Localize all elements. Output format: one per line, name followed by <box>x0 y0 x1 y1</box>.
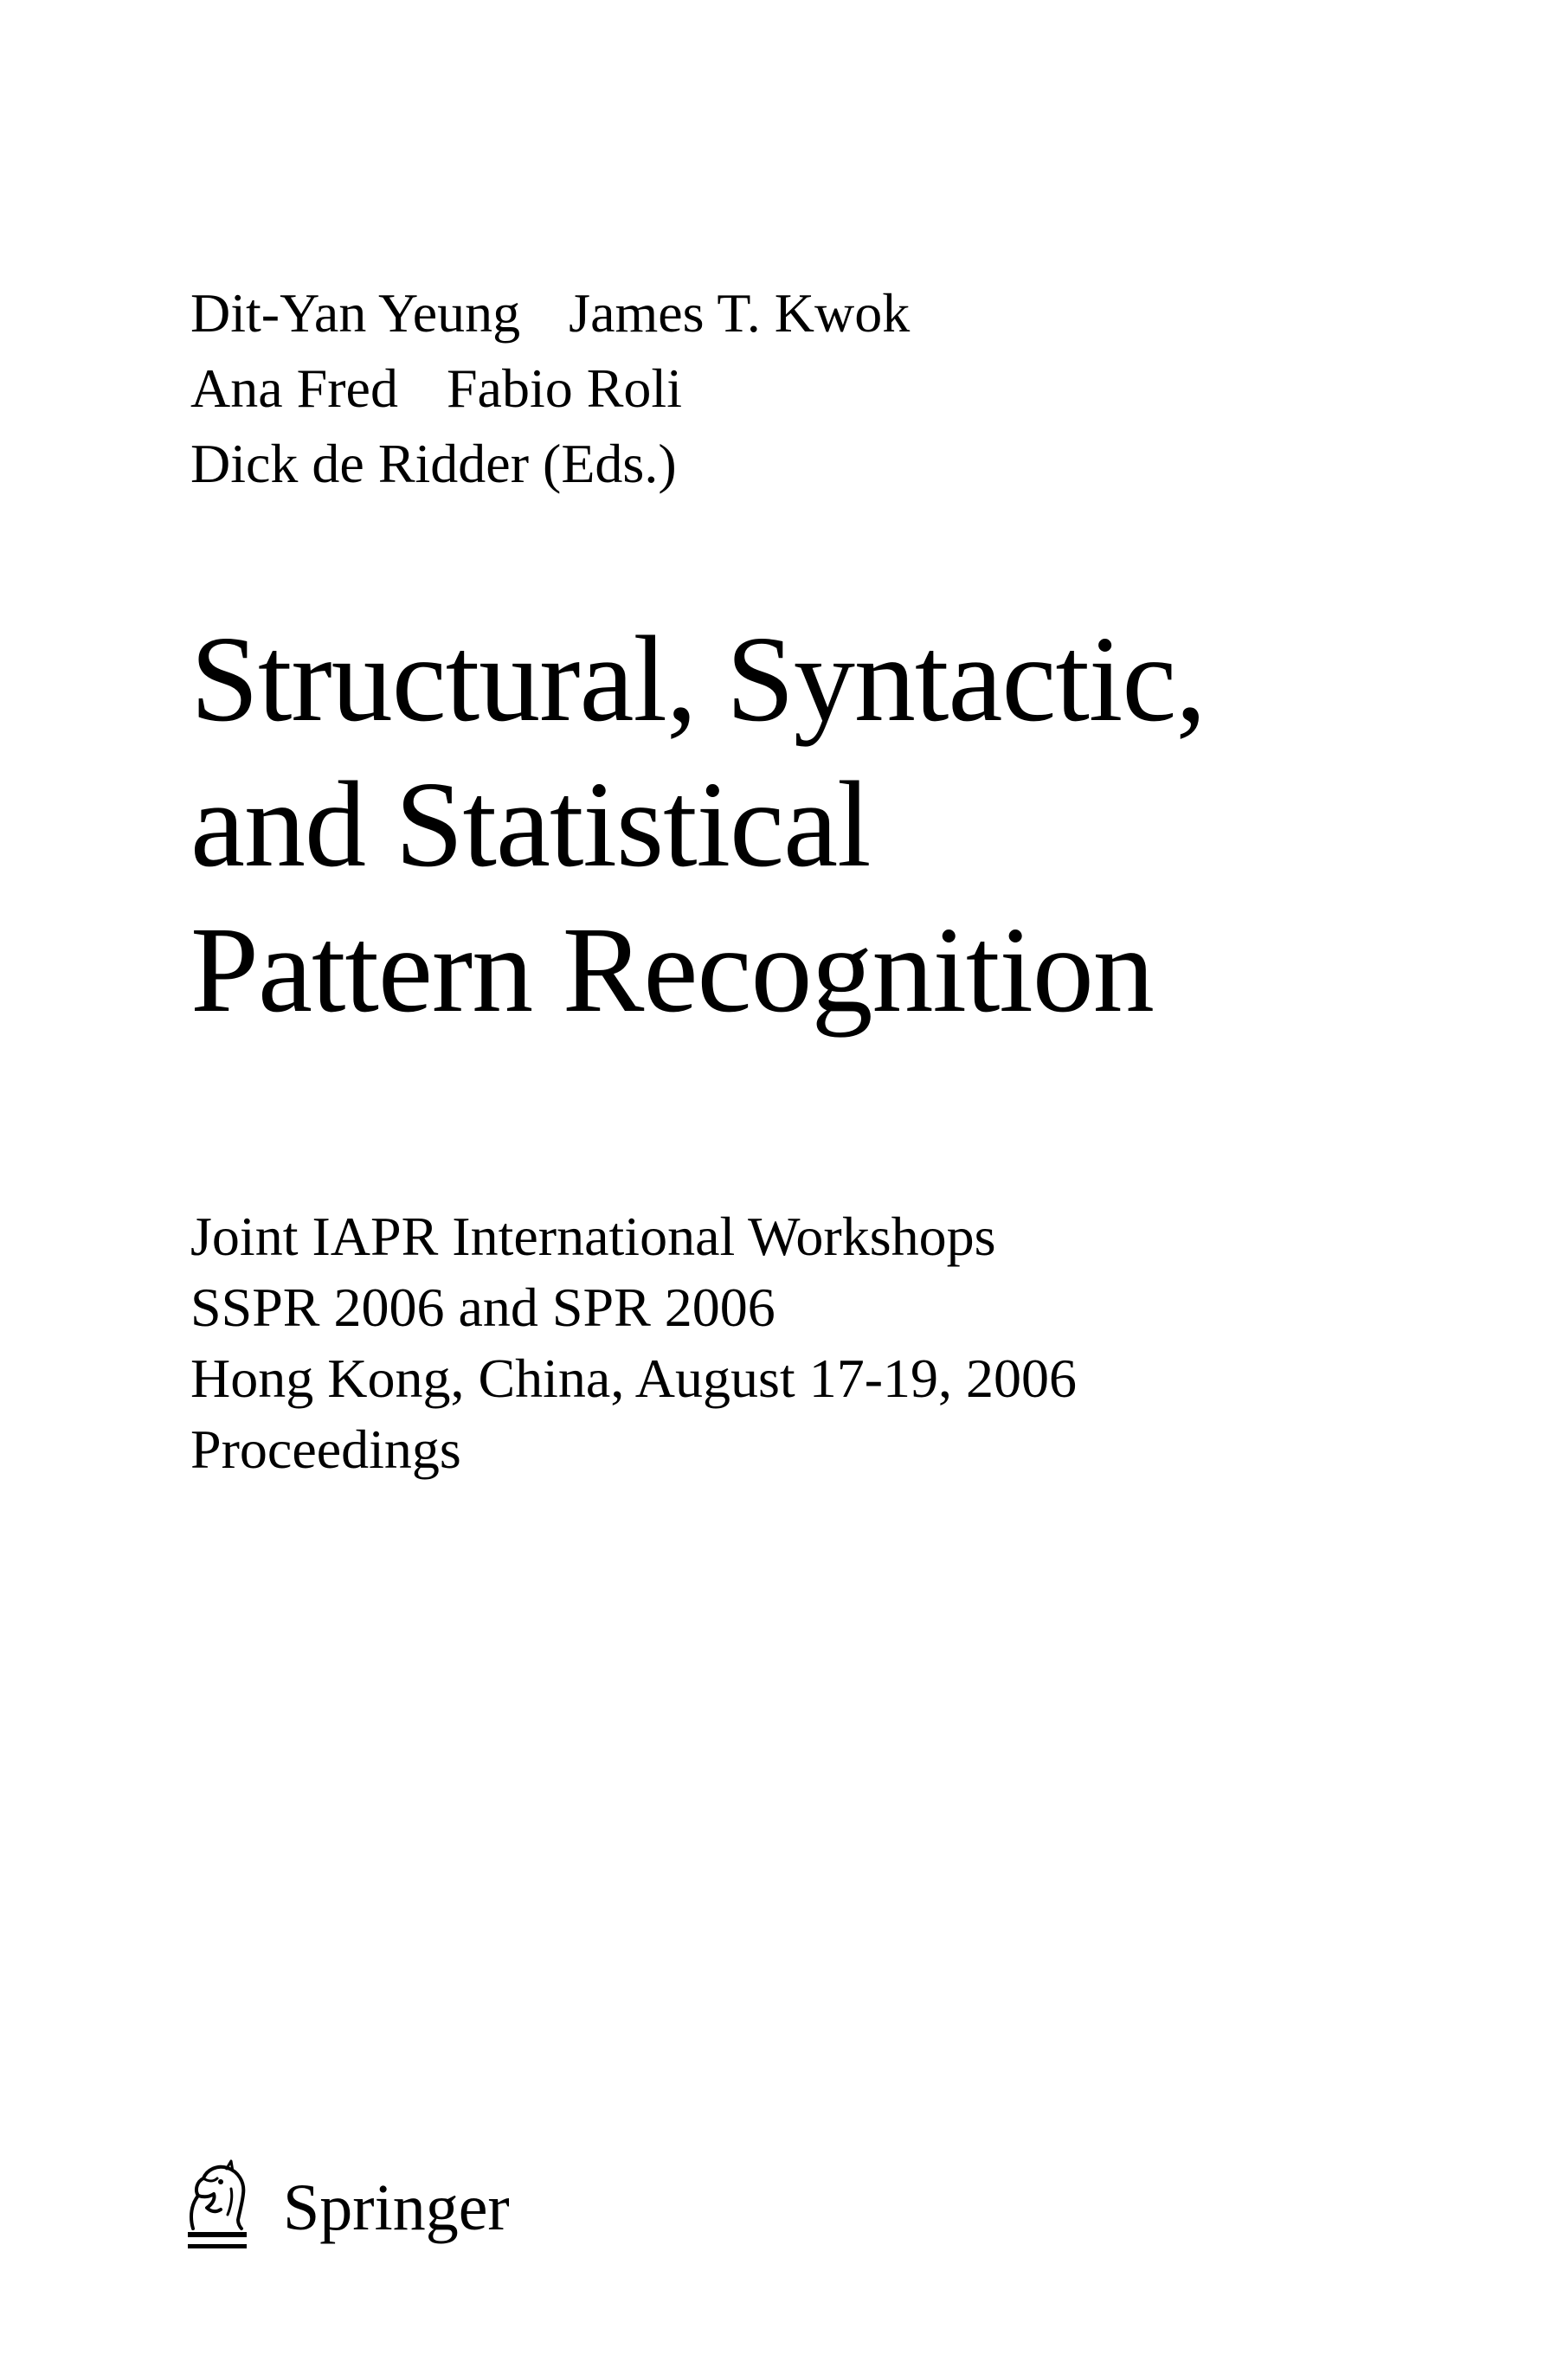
springer-knight-icon <box>177 2159 257 2256</box>
editors-block <box>190 275 910 501</box>
book-title <box>190 606 1206 1042</box>
book-title-line: Pattern Recognition <box>190 901 1154 1038</box>
editor-name: Ana Fred <box>190 357 398 419</box>
publisher-name: Springer <box>283 2171 510 2244</box>
editor-name: James T. Kwok <box>569 282 911 344</box>
subtitle-line: Joint IAPR International Workshops <box>190 1206 996 1267</box>
subtitle-block <box>190 1201 1077 1485</box>
editor-name: Dit-Yan Yeung <box>190 282 521 344</box>
book-title-line: and Statistical <box>190 756 871 892</box>
publisher-imprint <box>177 2159 510 2256</box>
editors-line-2 <box>190 351 910 426</box>
book-title-line: Structural, Syntactic, <box>190 610 1206 747</box>
subtitle-line: Proceedings <box>190 1418 461 1480</box>
subtitle-line: SSPR 2006 and SPR 2006 <box>190 1277 776 1338</box>
editor-name: Fabio Roli <box>446 357 682 419</box>
subtitle-line: Hong Kong, China, August 17-19, 2006 <box>190 1348 1077 1409</box>
editors-line-3: Dick de Ridder (Eds.) <box>190 433 677 494</box>
editors-line-1 <box>190 275 910 351</box>
